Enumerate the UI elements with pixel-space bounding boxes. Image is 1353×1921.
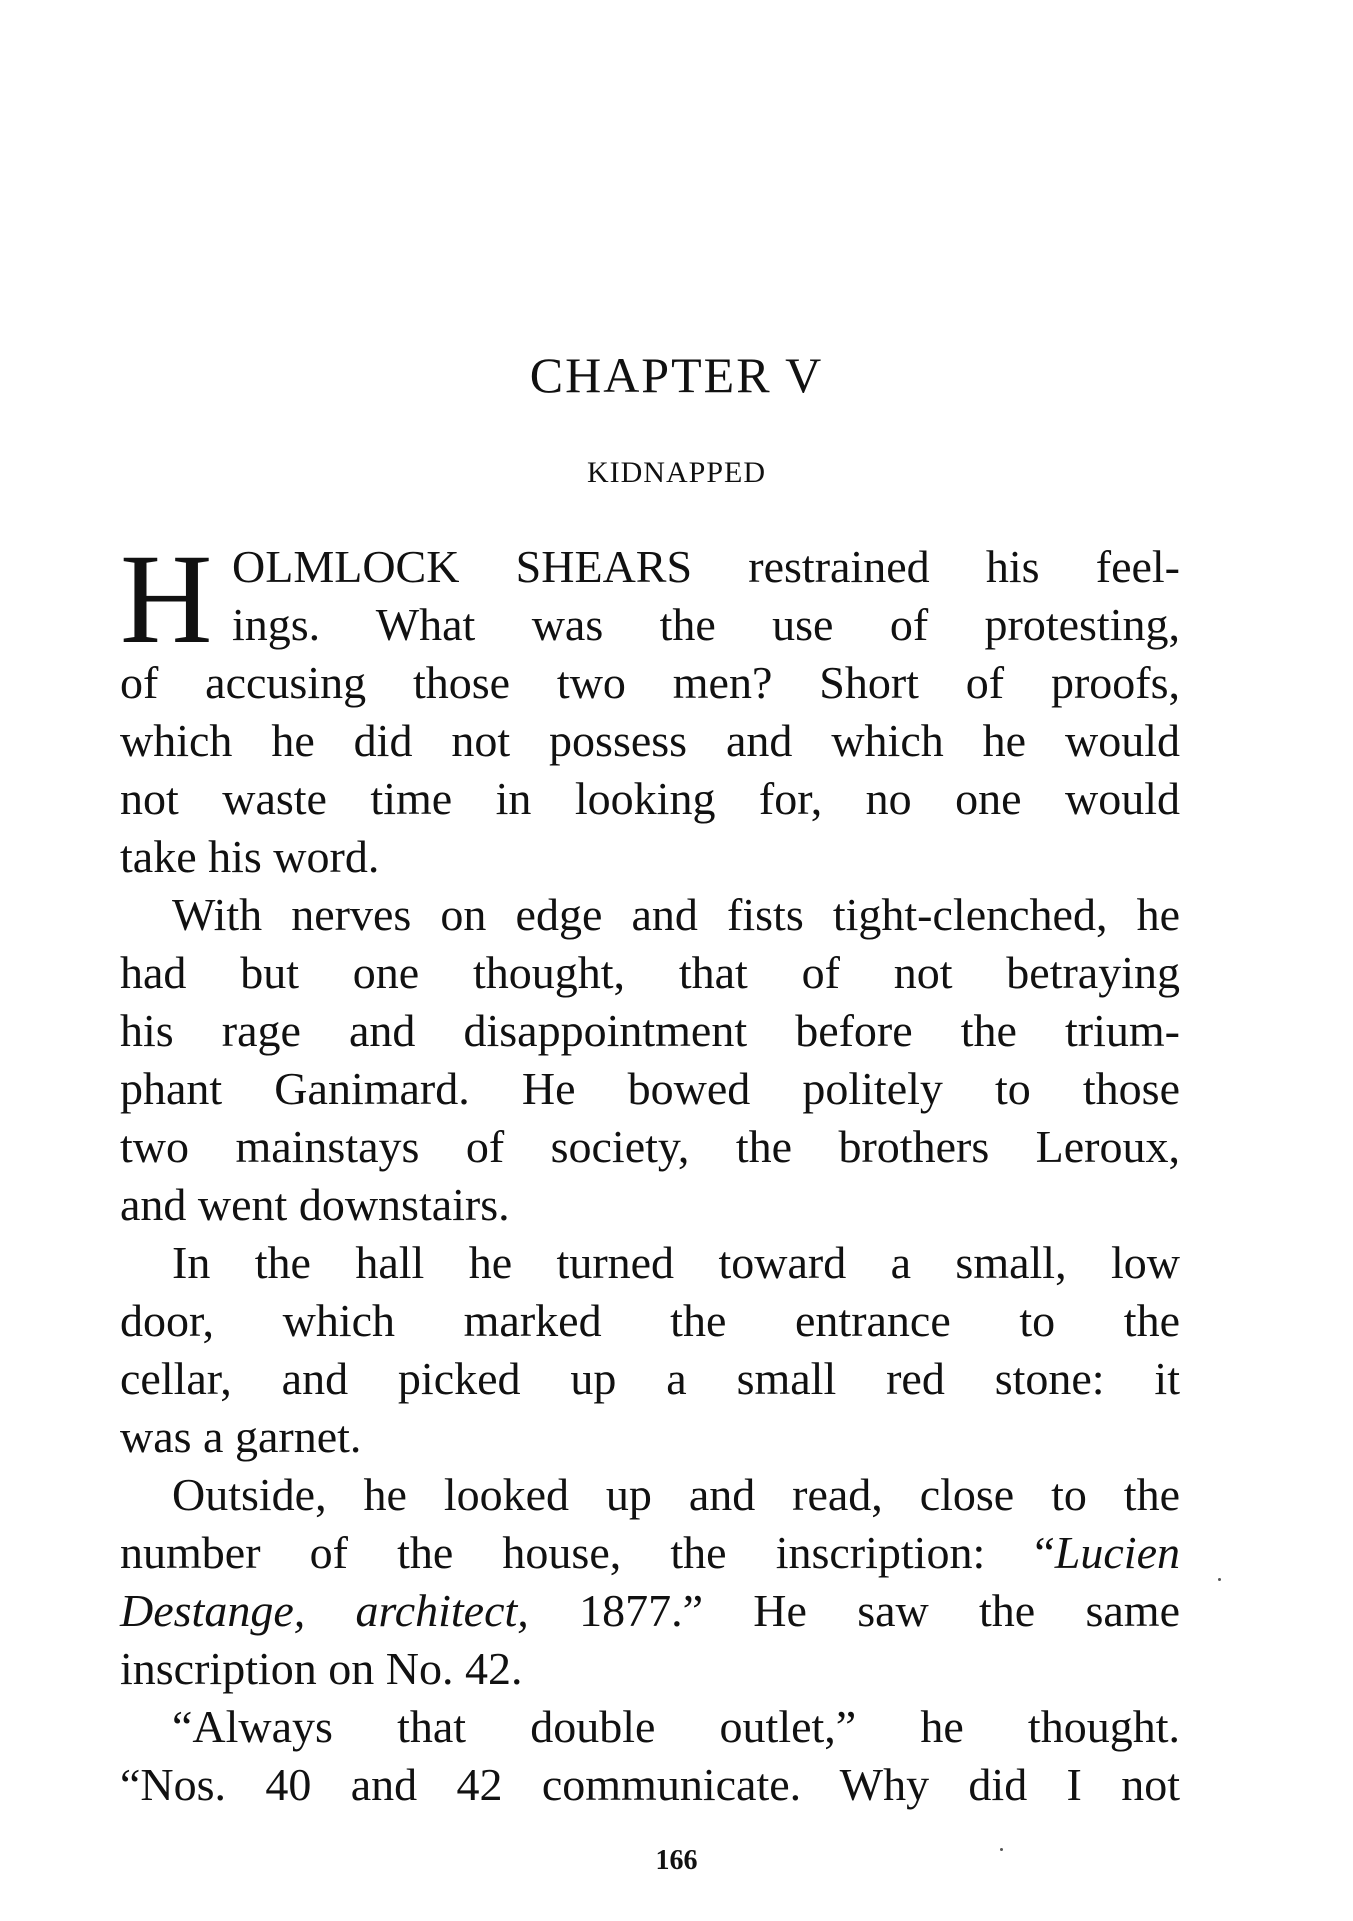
print-speck [1218,1578,1221,1581]
text-line: “Nos. 40 and 42 communicate. Why did I not [120,1759,1180,1810]
text-line: OLMLOCK SHEARS restrained his feel- [232,541,1180,592]
text-line: of accusing those two men? Short of proofs, [120,657,1180,708]
text-line: In the hall he turned toward a small, low [172,1237,1180,1288]
text-line: not waste time in looking for, no one would [120,773,1180,824]
chapter-title: CHAPTER V [529,347,824,403]
text-line: number of the house, the inscription: “Lucien [120,1527,1180,1578]
drop-cap: H [120,544,213,660]
text-line: and went downstairs. [120,1179,510,1230]
text-line: his rage and disappointment before the trium- [120,1005,1180,1056]
text-line: Outside, he looked up and read, close to the [172,1469,1180,1520]
text-line: inscription on No. 42. [120,1643,523,1694]
print-speck [1000,1848,1003,1851]
text-line: was a garnet. [120,1411,362,1462]
text-line: “Always that double outlet,” he thought. [172,1701,1180,1752]
text-line: had but one thought, that of not betraying [120,947,1180,998]
text-line: cellar, and picked up a small red stone: it [120,1353,1180,1404]
text-line: which he did not possess and which he would [120,715,1180,766]
text-lines [120,538,1180,1814]
page-number: 166 [655,1845,698,1876]
chapter-subtitle: KIDNAPPED [586,456,766,489]
text-line: ings. What was the use of protesting, [232,599,1180,650]
text-line: two mainstays of society, the brothers Leroux, [120,1121,1180,1172]
text-line: phant Ganimard. He bowed politely to those [120,1063,1180,1114]
body-text [120,538,1180,1814]
text-line: With nerves on edge and fists tight-clenched, he [172,889,1180,940]
text-line: door, which marked the entrance to the [120,1295,1180,1346]
text-line: take his word. [120,831,380,882]
text-line: Destange, architect, 1877.” He saw the same [120,1585,1180,1636]
